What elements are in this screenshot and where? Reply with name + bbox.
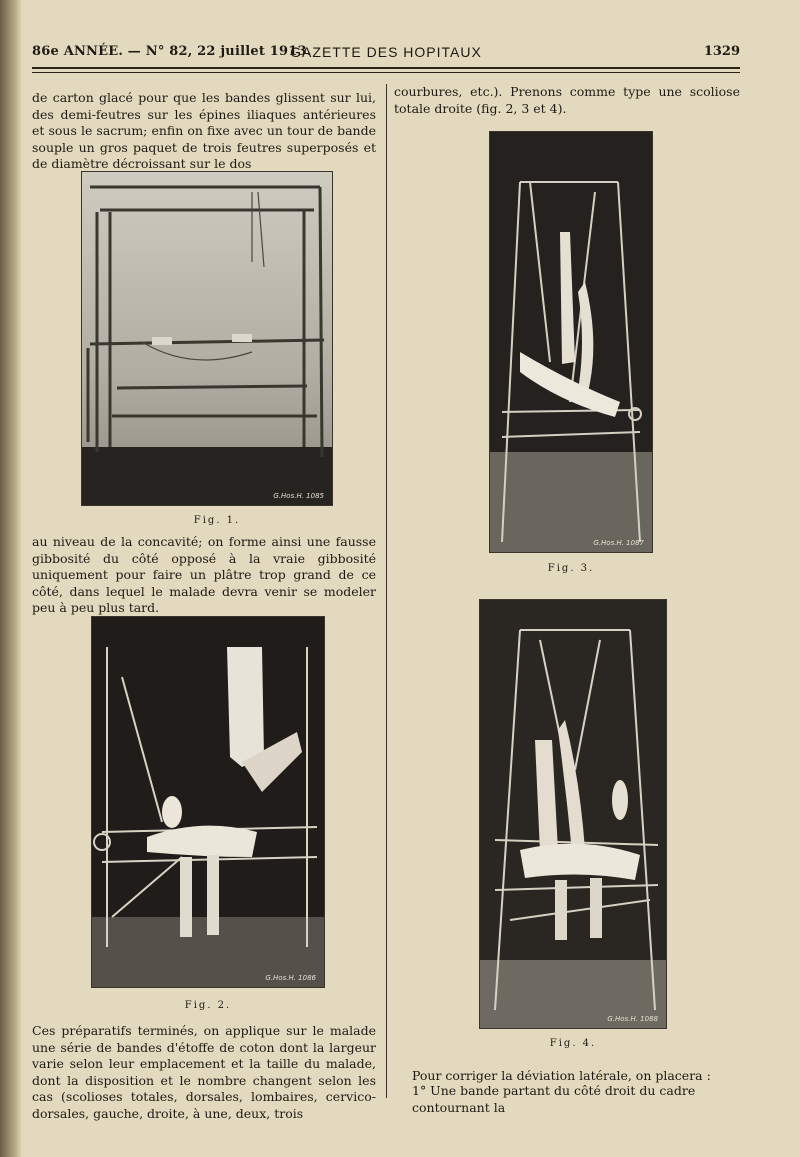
header-rule-thin	[32, 72, 740, 73]
figure-4-photo	[480, 600, 666, 1028]
figure-4-credit: G.Hos.H. 1088	[607, 1015, 658, 1023]
left-paragraph-3: Ces préparatifs terminés, on applique sur le malade une série de bandes d'étoffe de coton dont la largeur varie selon leur emplacement et la taille du malade, dont la disposition et le nombre changent selon les cas (scolioses totales, dorsales, lombaires, cervico-dorsales, gauche, droite, à une, deux, trois	[32, 1023, 376, 1121]
running-header	[32, 42, 740, 64]
journal-title: GAZETTE DES HOPITAUX	[290, 44, 482, 60]
page-binding-edge	[0, 0, 22, 1157]
right-paragraph-1: courbures, etc.). Prenons comme type une scoliose totale droite (fig. 2, 3 et 4).	[394, 84, 740, 116]
figure-3-caption: Fig. 3.	[547, 563, 595, 574]
figure-3-credit: G.Hos.H. 1087	[593, 539, 644, 547]
column-divider	[386, 84, 387, 1098]
figure-2-credit: G.Hos.H. 1086	[265, 974, 316, 982]
page-number: 1329	[703, 44, 740, 59]
figure-2-photo	[92, 617, 324, 987]
left-paragraph-1: de carton glacé pour que les bandes glissent sur lui, des demi-feutres sur les épines iliaques antérieures et sous le sacrum; enfin on fixe avec un tour de bande souple un gros paquet de trois feutres superposés et de diamètre décroissant sur le dos	[32, 90, 376, 171]
figure-1-caption: Fig. 1.	[193, 515, 241, 526]
right-paragraph-3: 1° Une bande partant du côté droit du cadre contournant la	[412, 1083, 696, 1115]
header-rule-thick	[32, 67, 740, 69]
issue-info: 86e ANNÉE. — N° 82, 22 juillet 1913.	[32, 44, 312, 59]
figure-3-photo	[490, 132, 652, 552]
left-paragraph-2: au niveau de la concavité; on forme ainsi une fausse gibbosité du côté opposé à la vraie gibbosité uniquement pour faire un plâtre trop grand de ce côté, dans lequel le malade devra venir se modeler peu à peu plus tard.	[32, 534, 376, 615]
figure-1-photo	[82, 172, 332, 505]
right-paragraph-2: Pour corriger la déviation latérale, on placera :	[412, 1068, 711, 1083]
figure-1-credit: G.Hos.H. 1085	[273, 492, 324, 500]
figure-2-caption: Fig. 2.	[184, 1000, 232, 1011]
figure-4-caption: Fig. 4.	[549, 1038, 597, 1049]
